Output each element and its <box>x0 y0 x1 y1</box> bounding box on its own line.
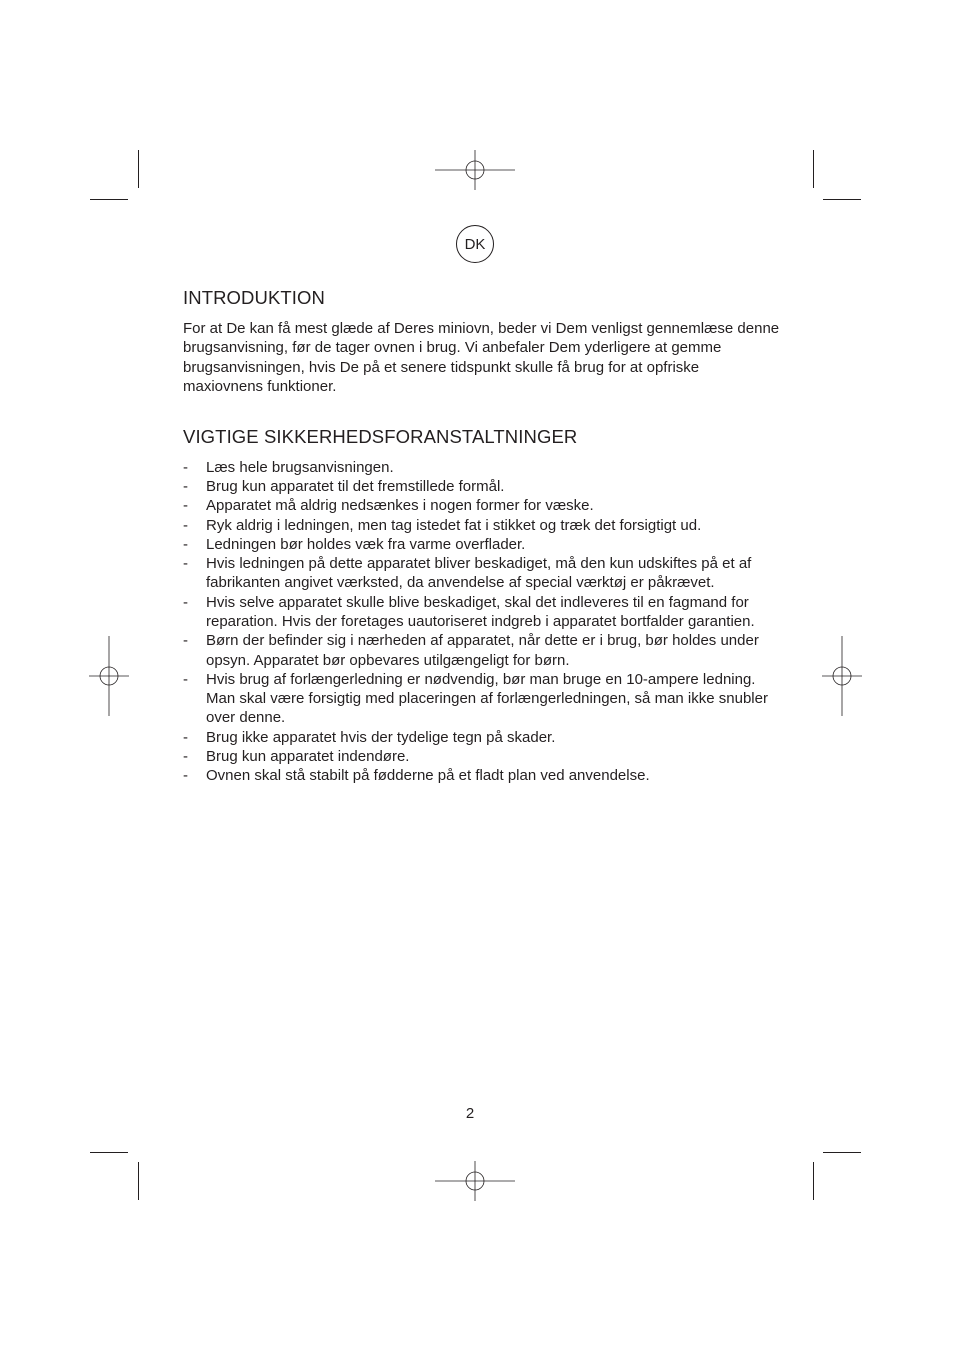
list-item <box>183 516 783 535</box>
list-item-text: Brug kun apparatet til det fremstillede formål. <box>206 477 505 495</box>
crop-mark <box>90 199 128 200</box>
list-item-text: Hvis selve apparatet skulle blive beskadiget, skal det indleveres til en fagmand for reparation. Hvis der foretages uautoriseret indgreb i apparatet bortfalder garantien. <box>206 593 755 630</box>
bullet-dash: - <box>183 670 188 688</box>
list-item-text: Apparatet må aldrig nedsænkes i nogen former for væske. <box>206 497 594 515</box>
list-item <box>183 670 783 728</box>
list-item-text: Brug ikke apparatet hvis der tydelige tegn på skader. <box>206 728 556 746</box>
crop-mark <box>90 1152 128 1153</box>
list-item-text: Hvis brug af forlængerledning er nødvendig, bør man bruge en 10-ampere ledning. Man skal være forsigtig med placeringen af forlængerledningen, så man ikke snubler over denne. <box>206 670 768 727</box>
language-code: DK <box>464 235 486 253</box>
list-item <box>183 496 783 515</box>
bullet-dash: - <box>183 535 188 553</box>
bullet-dash: - <box>183 632 188 650</box>
crop-mark <box>138 150 139 188</box>
registration-mark-icon <box>435 130 515 210</box>
bullet-dash: - <box>183 767 188 785</box>
bullet-dash: - <box>183 458 188 476</box>
registration-mark-icon <box>802 636 882 716</box>
list-item <box>183 535 783 554</box>
crop-mark <box>813 1162 814 1200</box>
list-item <box>183 728 783 747</box>
language-badge <box>456 225 494 263</box>
registration-mark-icon <box>435 1141 515 1221</box>
crop-mark <box>823 199 861 200</box>
bullet-dash: - <box>183 593 188 611</box>
crop-mark <box>823 1152 861 1153</box>
list-item-text: Hvis ledningen på dette apparatet bliver beskadiget, må den kun udskiftes på et af fabrikanten angivet værksted, da anvendelse af special værktøj er påkrævet. <box>206 555 752 592</box>
list-item <box>183 458 783 477</box>
list-item-text: Ryk aldrig i ledningen, men tag istedet fat i stikket og træk det forsigtigt ud. <box>206 516 702 534</box>
bullet-dash: - <box>183 728 188 746</box>
intro-heading: INTRODUKTION <box>183 287 326 308</box>
list-item-text: Brug kun apparatet indendøre. <box>206 748 410 766</box>
safety-heading: VIGTIGE SIKKERHEDSFORANSTALTNINGER <box>183 425 578 447</box>
crop-mark <box>813 150 814 188</box>
list-item <box>183 747 783 766</box>
list-item <box>183 631 783 670</box>
bullet-dash: - <box>183 516 188 534</box>
list-item-text: Læs hele brugsanvisningen. <box>206 458 394 476</box>
list-item <box>183 554 783 593</box>
list-item <box>183 766 783 785</box>
bullet-dash: - <box>183 748 188 766</box>
list-item <box>183 593 783 632</box>
list-item <box>183 477 783 496</box>
safety-list <box>183 458 783 786</box>
registration-mark-icon <box>69 636 149 716</box>
page-content <box>183 286 783 786</box>
bullet-dash: - <box>183 555 188 573</box>
intro-paragraph: For at De kan få mest glæde af Deres miniovn, beder vi Dem venligst gennemlæse denne brugsanvisning, før de tager ovnen i brug. Vi anbefaler Dem yderligere at gemme brugsanvisningen, hvis De på et senere tidspunkt skulle få brug for at opfriske maxiovnens funktioner. <box>183 320 780 396</box>
list-item-text: Ledningen bør holdes væk fra varme overflader. <box>206 535 526 553</box>
bullet-dash: - <box>183 497 188 515</box>
list-item-text: Ovnen skal stå stabilt på fødderne på et fladt plan ved anvendelse. <box>206 767 650 785</box>
page-number: 2 <box>465 1105 475 1122</box>
bullet-dash: - <box>183 477 188 495</box>
list-item-text: Børn der befinder sig i nærheden af apparatet, når dette er i brug, bør holdes under opsyn. Apparatet bør opbevares utilgængeligt for børn. <box>206 632 759 669</box>
crop-mark <box>138 1162 139 1200</box>
